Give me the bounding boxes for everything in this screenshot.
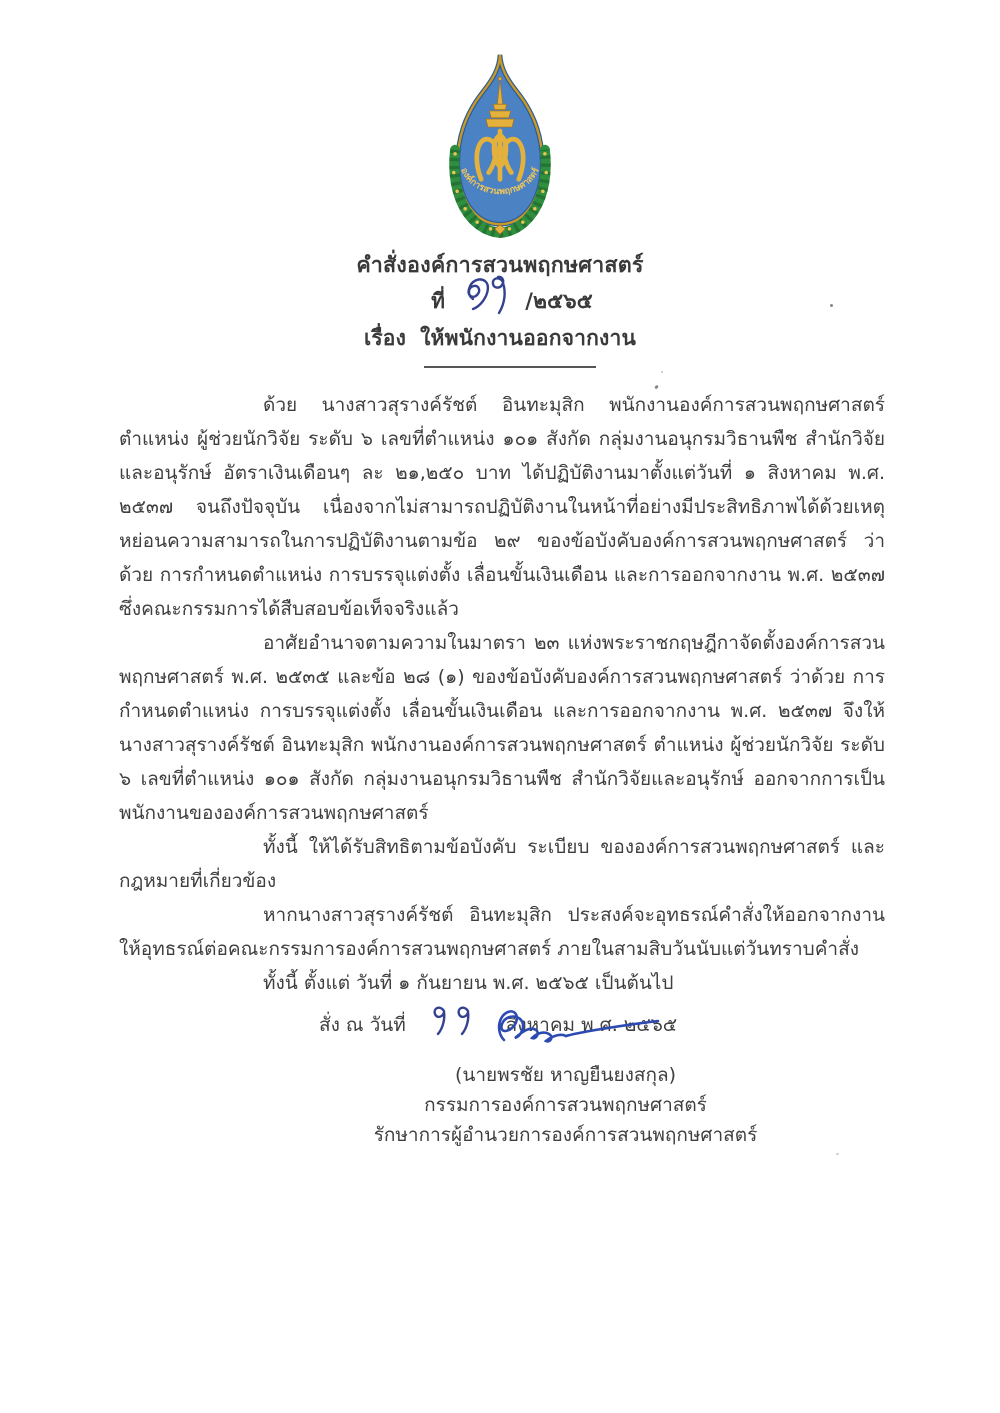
handwritten-number: [459, 272, 515, 318]
paragraph-2: อาศัยอำนาจตามความในมาตรา ๒๓ แห่งพระราชกฤษฎีกาจัดตั้งองค์การสวนพฤกษศาสตร์ พ.ศ. ๒๕๓๕ และข้อ ๒๘ (๑) ของข้อบังคับองค์การสวนพฤกษศาสตร์ ว่าด้วย การกำหนดตำแหน่ง การบรรจุแต่งตั้ง เลื่อนขั้นเงินเดือน และการออกจากงาน พ.ศ. ๒๕๓๗ จึงให้ นางสาวสุรางค์รัชต์ อินทะมุสิก พนักงานองค์การสวนพฤกษศาสตร์ ตำแหน่ง ผู้ช่วยนักวิจัย ระดับ ๖ เลขที่ตำแหน่ง ๑๐๑ สังกัด กลุ่มงานอนุกรมวิธานพืช สำนักวิจัยและอนุรักษ์ ออกจากการเป็นพนักงานขององค์การสวนพฤกษศาสตร์: [119, 632, 885, 824]
document-number-line: [12, 285, 1000, 318]
header-divider: [424, 366, 596, 368]
scan-speck: [836, 1153, 839, 1155]
subject-label: เรื่อง: [363, 326, 407, 350]
signature-handwriting: [466, 1002, 666, 1054]
issued-suffix: สิงหาคม พ.ศ. ๒๕๖๕: [505, 1014, 678, 1036]
signatory-name: (นายพรชัย หาญยืนยงสกุล): [454, 1064, 677, 1086]
scan-speck: [830, 304, 833, 307]
document-title: คำสั่งองค์การสวนพฤกษศาสตร์: [356, 253, 644, 278]
document-number-prefix: ที่: [431, 289, 446, 313]
svg-text:องค์การสวนพฤกษศาสตร์: องค์การสวนพฤกษศาสตร์: [458, 166, 542, 198]
document-body: [119, 388, 885, 1042]
document-number-year: /๒๕๖๕: [525, 289, 593, 313]
paragraph-4: หากนางสาวสุรางค์รัชต์ อินทะมุสิก ประสงค์จะอุทธรณ์คำสั่งให้ออกจากงานให้อุทธรณ์ต่อคณะกรรมการองค์การสวนพฤกษศาสตร์ ภายในสามสิบวันนับแต่วันทราบคำสั่ง: [119, 904, 885, 960]
issued-prefix: สั่ง ณ วันที่: [319, 1014, 406, 1036]
scan-speck: [661, 371, 663, 373]
signatory-position-1: กรรมการองค์การสวนพฤกษศาสตร์: [424, 1094, 707, 1116]
organization-seal: [433, 52, 567, 253]
signature-block: [373, 1002, 758, 1150]
paragraph-effective-date: ทั้งนี้ ตั้งแต่ วันที่ ๑ กันยายน พ.ศ. ๒๕๖๕ เป็นต้นไป: [263, 972, 674, 994]
paragraph-1: ด้วย นางสาวสุรางค์รัชต์ อินทะมุสิก พนักงานองค์การสวนพฤกษศาสตร์ ตำแหน่ง ผู้ช่วยนักวิจัย ระดับ ๖ เลขที่ตำแหน่ง ๑๐๑ สังกัด กลุ่มงานอนุกรมวิธานพืช สำนักวิจัยและอนุรักษ์ อัตราเงินเดือนๆ ละ ๒๑,๒๕๐ บาท ได้ปฏิบัติงานมาตั้งแต่วันที่ ๑ สิงหาคม พ.ศ. ๒๕๓๗ จนถึงปัจจุบัน เนื่องจากไม่สามารถปฏิบัติงานในหน้าที่อย่างมีประสิทธิภาพได้ด้วยเหตุหย่อนความสามารถในการปฏิบัติงานตามข้อ ๒๙ ของข้อบังคับองค์การสวนพฤกษศาสตร์ ว่าด้วย การกำหนดตำแหน่ง การบรรจุแต่งตั้ง เลื่อนขั้นเงินเดือน และการออกจากงาน พ.ศ. ๒๕๓๗ ซึ่งคณะกรรมการได้สืบสอบข้อเท็จจริงแล้ว: [119, 394, 885, 620]
subject-text: ให้พนักงานออกจากงาน: [420, 326, 637, 350]
signatory-position-2: รักษาการผู้อำนวยการองค์การสวนพฤกษศาสตร์: [373, 1124, 758, 1146]
paragraph-3: ทั้งนี้ ให้ได้รับสิทธิตามข้อบังคับ ระเบียบ ขององค์การสวนพฤกษศาสตร์ และกฎหมายที่เกี่ยวข้อง: [119, 836, 885, 892]
document-subject-line: [0, 322, 1000, 355]
